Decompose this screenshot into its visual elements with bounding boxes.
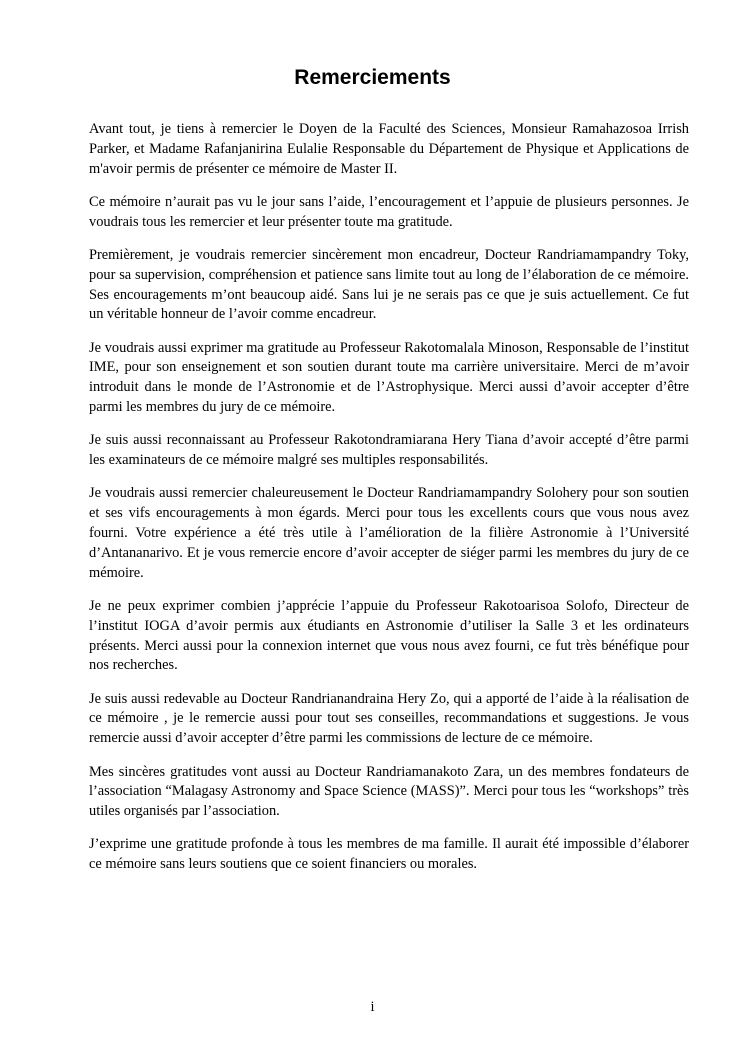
paragraph: J’exprime une gratitude profonde à tous les membres de ma famille. Il aurait été impossible d’élaborer ce mémoire sans leurs soutiens que ce soient financiers ou morales. bbox=[89, 836, 689, 873]
paragraph: Je voudrais aussi remercier chaleureusement le Docteur Randriamampandry Solohery pour son soutien et ses vifs encouragements à mon égards. Merci pour tous les excellents cours que vous nous avez fourni. Votre expérience a été très utile à l’amélioration de la filière Astronomie à l’Université d’Antananarivo. Et je vous remercie encore d’avoir accepter de siéger parmi les membres du jury de ce mémoire. bbox=[89, 485, 689, 581]
page-title: Remerciements bbox=[294, 66, 451, 89]
paragraph: Je suis aussi redevable au Docteur Randrianandraina Hery Zo, qui a apporté de l’aide à la réalisation de ce mémoire , je le remercie aussi pour tout ses conseilles, recommandations et suggestions. Je vous remercie aussi d’avoir accepter d’être parmi les commissions de lecture de ce mémoire. bbox=[89, 690, 689, 747]
paragraph: Je voudrais aussi exprimer ma gratitude au Professeur Rakotomalala Minoson, Responsable de l’institut IME, pour son enseignement et son soutien durant toute ma carrière universitaire. Merci de m’avoir introduit dans le monde de l’Astronomie et de l’Astrophysique. Merci aussi d’avoir accepter d’être parmi les membres du jury de ce mémoire. bbox=[89, 339, 689, 416]
paragraph: Premièrement, je voudrais remercier sincèrement mon encadreur, Docteur Randriamampandry Toky, pour sa supervision, compréhension et patience sans limite tout au long de l’élaboration de ce mémoire. Ses encouragements m’ont beaucoup aidé. Sans lui je ne serais pas ce que je suis actuellement. Ce fut un véritable honneur de l’avoir comme encadreur. bbox=[89, 246, 689, 323]
paragraph: Mes sincères gratitudes vont aussi au Docteur Randriamanakoto Zara, un des membres fondateurs de l’association “Malagasy Astronomy and Space Science (MASS)”. Merci pour tous les “workshops” très utiles organisés par l’association. bbox=[89, 763, 689, 820]
paragraph: Je ne peux exprimer combien j’apprécie l’appuie du Professeur Rakotoarisoa Solofo, Directeur de l’institut IOGA d’avoir permis aux étudiants en Astronomie d’utiliser la Salle 3 et les ordinateurs présents. Merci aussi pour la connexion internet que vous nous avez fourni, ce fut très bénéfique pour nos recherches. bbox=[89, 597, 689, 674]
document-body bbox=[89, 120, 689, 889]
paragraph: Ce mémoire n’aurait pas vu le jour sans l’aide, l’encouragement et l’appuie de plusieurs personnes. Je voudrais tous les remercier et leur présenter toute ma gratitude. bbox=[89, 193, 689, 230]
paragraph: Je suis aussi reconnaissant au Professeur Rakotondramiarana Hery Tiana d’avoir accepté d’être parmi les examinateurs de ce mémoire malgré ses multiples responsabilités. bbox=[89, 432, 689, 469]
paragraph: Avant tout, je tiens à remercier le Doyen de la Faculté des Sciences, Monsieur Ramahazosoa Irrish Parker, et Madame Rafanjanirina Eulalie Responsable du Département de Physique et Applications de m'avoir permis de présenter ce mémoire de Master II. bbox=[89, 121, 689, 177]
page-number: i bbox=[370, 999, 375, 1015]
